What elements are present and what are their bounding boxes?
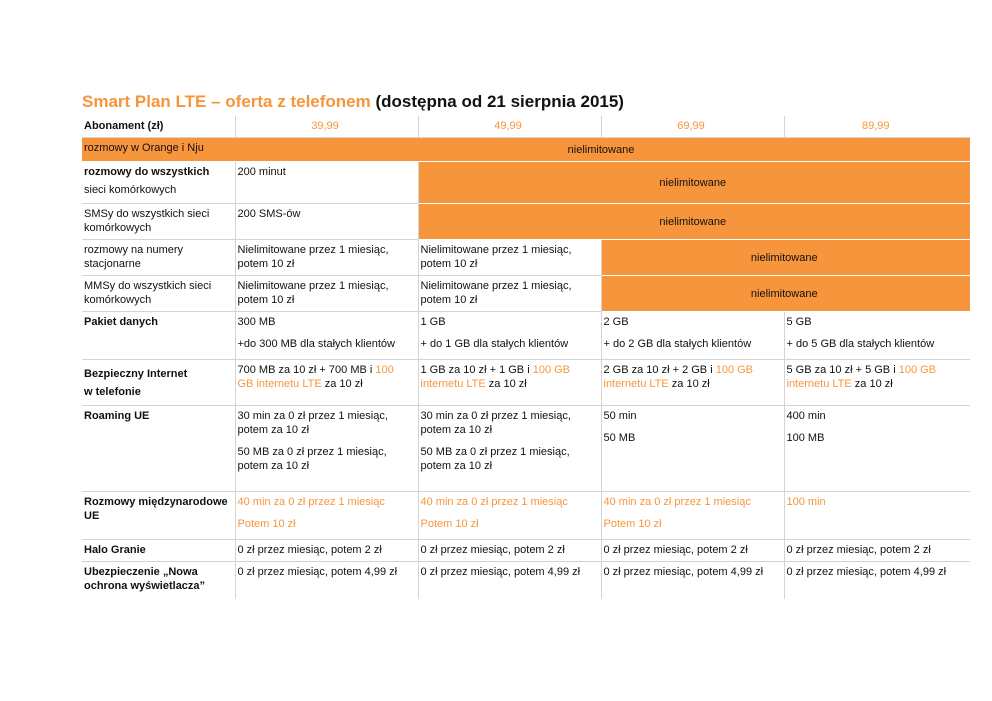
plan-2-cell: Nielimitowane przez 1 miesiąc, potem 10 zł: [418, 240, 601, 276]
plan-3-cell: 40 min za 0 zł przez 1 miesiąc Potem 10 zł: [601, 492, 784, 540]
row-label: Halo Granie: [82, 540, 235, 562]
plan-1-cell: Nielimitowane przez 1 miesiąc, potem 10 zł: [235, 240, 418, 276]
table-row-data: [82, 312, 970, 360]
plan-3-cell: 2 GB + do 2 GB dla stałych klientów: [601, 312, 784, 360]
table-row-safe-internet: [82, 360, 970, 406]
plan-2-cell: 0 zł przez miesiąc, potem 2 zł: [418, 540, 601, 562]
plan-4-cell: 0 zł przez miesiąc, potem 2 zł: [784, 540, 970, 562]
plan-3-cell: 50 min 50 MB: [601, 406, 784, 492]
row-label: MMSy do wszystkich sieci komórkowych: [82, 276, 235, 312]
unlimited-cell: nielimitowane: [601, 276, 970, 312]
plan-1-cell: Nielimitowane przez 1 miesiąc, potem 10 zł: [235, 276, 418, 312]
title-availability: (dostępna od 21 sierpnia 2015): [375, 92, 624, 111]
plan-4-cell: 5 GB + do 5 GB dla stałych klientów: [784, 312, 970, 360]
table-row-international: [82, 492, 970, 540]
row-label: Bezpieczny Internet w telefonie: [82, 360, 235, 406]
unlimited-cell: nielimitowane: [601, 240, 970, 276]
plan-4-cell: 400 min 100 MB: [784, 406, 970, 492]
table-row-roaming: [82, 406, 970, 492]
plan-1-cell: 300 MB +do 300 MB dla stałych klientów: [235, 312, 418, 360]
plan-3-cell: 0 zł przez miesiąc, potem 4,99 zł: [601, 562, 784, 600]
row-label: Pakiet danych: [82, 312, 235, 360]
plan-table: [82, 116, 970, 599]
price-plan-3: 69,99: [601, 116, 784, 138]
plan-1-cell: 200 minut: [235, 162, 418, 204]
plan-4-cell: 100 min: [784, 492, 970, 540]
title-main: Smart Plan LTE – oferta z telefonem: [82, 92, 371, 111]
plan-2-cell: Nielimitowane przez 1 miesiąc, potem 10 zł: [418, 276, 601, 312]
plan-1-cell: 200 SMS-ów: [235, 204, 418, 240]
plan-3-cell: 0 zł przez miesiąc, potem 2 zł: [601, 540, 784, 562]
table-row-mms: [82, 276, 970, 312]
plan-2-cell: 1 GB za 10 zł + 1 GB i 100 GB internetu LTE za 10 zł: [418, 360, 601, 406]
row-label: Rozmowy międzynarodowe UE: [82, 492, 235, 540]
plan-4-cell: 5 GB za 10 zł + 5 GB i 100 GB internetu LTE za 10 zł: [784, 360, 970, 406]
row-label: Ubezpieczenie „Nowa ochrona wyświetlacza”: [82, 562, 235, 600]
table-row-orange-nju: [82, 138, 970, 162]
table-row-insurance: [82, 562, 970, 600]
unlimited-cell: nielimitowane: [418, 162, 970, 204]
table-row-landline: [82, 240, 970, 276]
row-label: SMSy do wszystkich sieci komórkowych: [82, 204, 235, 240]
table-row-halo-granie: [82, 540, 970, 562]
price-plan-4: 89,99: [784, 116, 970, 138]
table-row-all-networks: [82, 162, 970, 204]
plan-2-cell: 1 GB + do 1 GB dla stałych klientów: [418, 312, 601, 360]
row-label: rozmowy do wszystkich sieci komórkowych: [82, 162, 235, 204]
price-plan-1: 39,99: [235, 116, 418, 138]
row-label: Roaming UE: [82, 406, 235, 492]
plan-3-cell: 2 GB za 10 zł + 2 GB i 100 GB internetu LTE za 10 zł: [601, 360, 784, 406]
unlimited-cell: nielimitowane: [418, 204, 970, 240]
plan-1-cell: 40 min za 0 zł przez 1 miesiąc Potem 10 zł: [235, 492, 418, 540]
plan-4-cell: 0 zł przez miesiąc, potem 4,99 zł: [786, 566, 947, 578]
table-row-sms: [82, 204, 970, 240]
plan-1-cell: 700 MB za 10 zł + 700 MB i 100 GB internetu LTE za 10 zł: [235, 360, 418, 406]
unlimited-cell: nielimitowane: [235, 138, 970, 162]
plan-1-cell: 0 zł przez miesiąc, potem 4,99 zł: [235, 562, 418, 600]
plan-1-cell: 0 zł przez miesiąc, potem 2 zł: [235, 540, 418, 562]
plan-2-cell: 0 zł przez miesiąc, potem 4,99 zł: [418, 562, 601, 600]
row-label: rozmowy na numery stacjonarne: [82, 240, 235, 276]
row-label: rozmowy w Orange i Nju: [82, 138, 235, 162]
price-plan-2: 49,99: [418, 116, 601, 138]
header-label: Abonament (zł): [82, 116, 235, 138]
table-header-row: [82, 116, 970, 138]
plan-2-cell: 40 min za 0 zł przez 1 miesiąc Potem 10 zł: [418, 492, 601, 540]
plan-1-cell: 30 min za 0 zł przez 1 miesiąc, potem za 10 zł 50 MB za 0 zł przez 1 miesiąc, potem za 10 zł: [235, 406, 418, 492]
page-title: [82, 92, 624, 112]
plan-2-cell: 30 min za 0 zł przez 1 miesiąc, potem za 10 zł 50 MB za 0 zł przez 1 miesiąc, potem za 10 zł: [418, 406, 601, 492]
